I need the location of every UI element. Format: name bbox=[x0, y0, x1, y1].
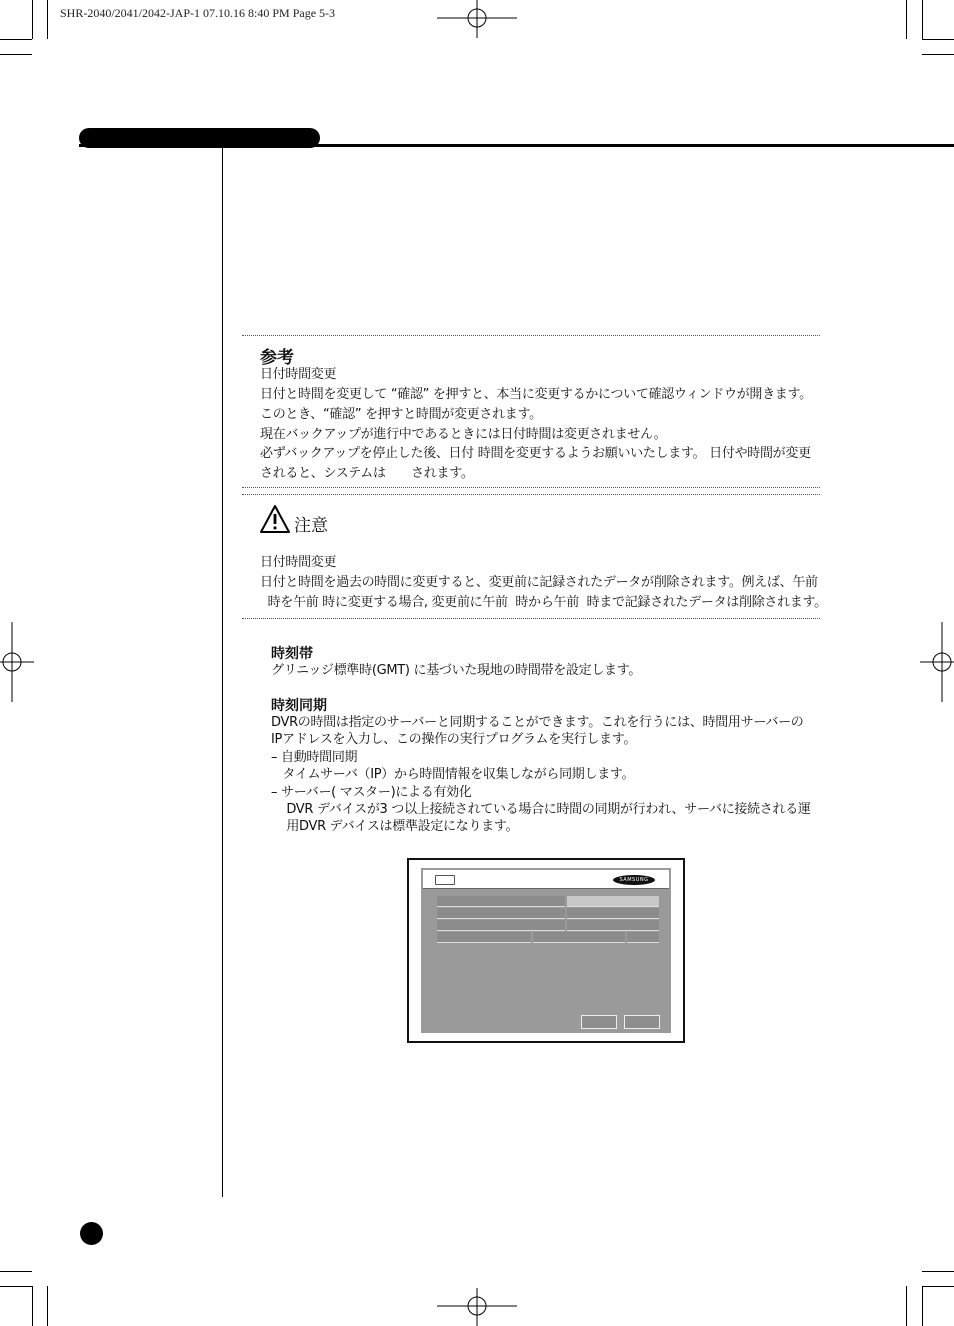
margin-rule bbox=[222, 147, 223, 1197]
dvr-titlebar bbox=[423, 870, 669, 889]
crop-mark bbox=[32, 1286, 33, 1326]
crop-mark bbox=[47, 1286, 48, 1326]
note-line: 日付と時間を変更して “確認” を押すと、本当に変更するかについて確認ウィンドウが開きます。 bbox=[260, 387, 812, 402]
dvr-screenshot bbox=[407, 858, 685, 1043]
timesync-line: – サーバー( マスター)による有効化 bbox=[271, 785, 472, 800]
settings-row-selected bbox=[567, 896, 659, 907]
settings-row bbox=[567, 908, 659, 919]
ok-button[interactable] bbox=[581, 1015, 617, 1029]
dotted-divider bbox=[242, 335, 820, 336]
caution-subtitle: 日付時間変更 bbox=[260, 555, 337, 570]
dvr-screen bbox=[421, 868, 671, 1033]
timesync-line: – 自動時間同期 bbox=[271, 750, 358, 765]
note-line: 現在バックアップが進行中であるときには日付時間は変更されません。 bbox=[260, 427, 667, 442]
page-number-bullet bbox=[80, 1222, 103, 1245]
settings-row bbox=[567, 920, 659, 931]
settings-row bbox=[437, 920, 565, 931]
caution-line: 日付と時間を過去の時間に変更すると、変更前に記録されたデータが削除されます。例えば、午前 bbox=[260, 575, 818, 590]
settings-row bbox=[437, 932, 531, 943]
crop-mark bbox=[906, 0, 907, 39]
timezone-title: 時刻帯 bbox=[271, 646, 313, 662]
crop-mark bbox=[32, 0, 33, 39]
timesync-line: DVR デバイスが3 つ以上接続されている場合に時間の同期が行われ、サーバに接続される運 bbox=[271, 802, 811, 817]
note-subtitle: 日付時間変更 bbox=[260, 367, 337, 382]
crop-mark bbox=[922, 1271, 954, 1272]
crop-mark bbox=[0, 1286, 32, 1287]
registration-mark-bottom bbox=[437, 1286, 517, 1326]
cancel-button[interactable] bbox=[624, 1015, 660, 1029]
note-title: 参考 bbox=[260, 348, 294, 368]
timezone-text: グリニッジ標準時(GMT) に基づいた現地の時間帯を設定します。 bbox=[271, 663, 642, 678]
dotted-divider bbox=[242, 487, 820, 488]
crop-mark bbox=[922, 1286, 923, 1326]
note-line: このとき、“確認” を押すと時間が変更されます。 bbox=[260, 407, 542, 422]
dotted-divider bbox=[242, 618, 820, 619]
timesync-line: タイムサーバ（IP）から時間情報を収集しながら同期します。 bbox=[271, 767, 635, 782]
note-line: されると、システムは されます。 bbox=[260, 466, 474, 481]
crop-mark bbox=[0, 1271, 32, 1272]
crop-mark bbox=[922, 1286, 954, 1287]
dotted-divider bbox=[242, 494, 820, 495]
crop-mark bbox=[922, 0, 923, 39]
timesync-line: IPアドレスを入力し、この操作の実行プログラムを実行します。 bbox=[271, 732, 637, 747]
print-header: SHR-2040/2041/2042-JAP-1 07.10.16 8:40 PM Page 5-3 bbox=[60, 6, 336, 20]
caution-title: 注意 bbox=[294, 516, 328, 536]
settings-row bbox=[437, 908, 565, 919]
note-line: 必ずバックアップを停止した後、日付 時間を変更するようお願いいたします。 日付や時間が変更 bbox=[260, 446, 811, 461]
timesync-line: DVRの時間は指定のサーバーと同期することができます。これを行うには、時間用サーバーの bbox=[271, 715, 804, 730]
registration-mark-right bbox=[920, 622, 954, 702]
settings-row bbox=[533, 932, 625, 943]
warning-triangle-icon bbox=[259, 504, 291, 534]
timesync-line: 用DVR デバイスは標準設定になります。 bbox=[271, 819, 519, 834]
settings-row bbox=[437, 896, 565, 907]
header-rule bbox=[79, 144, 954, 147]
timesync-title: 時刻同期 bbox=[271, 698, 327, 714]
crop-mark bbox=[47, 0, 48, 39]
settings-row bbox=[627, 932, 659, 943]
caution-line: 時を午前 時に変更する場合, 変更前に午前 時から午前 時まで記録されたデータは削除されます。 bbox=[260, 595, 827, 610]
registration-mark-top bbox=[437, 0, 517, 40]
crop-mark bbox=[0, 54, 32, 55]
crop-mark bbox=[922, 54, 954, 55]
samsung-logo: SAMSUNG bbox=[613, 875, 655, 885]
crop-mark bbox=[0, 39, 32, 40]
crop-mark bbox=[906, 1286, 907, 1326]
registration-mark-left bbox=[0, 622, 34, 702]
crop-mark bbox=[922, 39, 954, 40]
monitor-icon bbox=[435, 875, 455, 885]
